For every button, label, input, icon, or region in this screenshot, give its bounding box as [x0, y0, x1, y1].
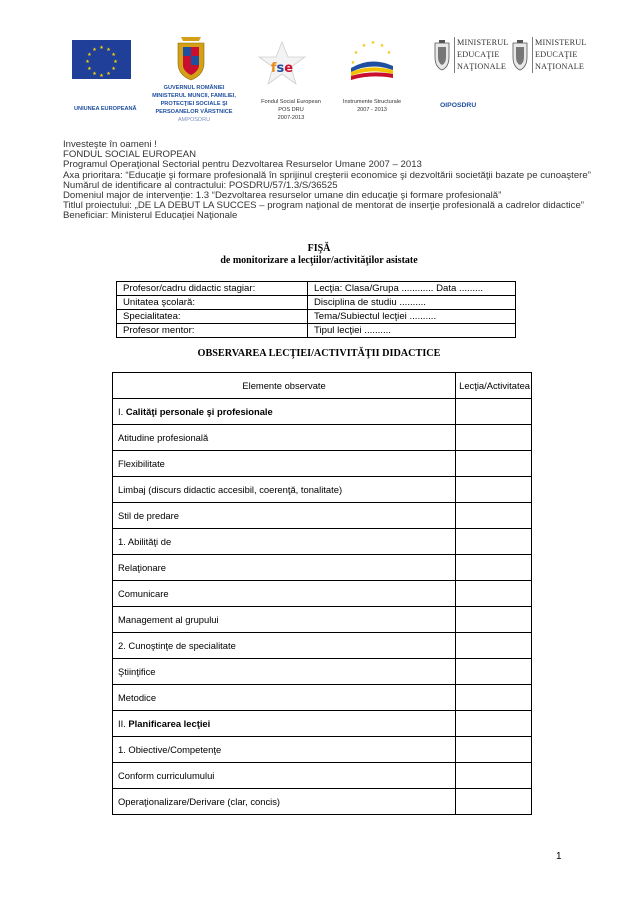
gov-caption-line: PERSOANELOR VÂRSTNICE [155, 109, 233, 115]
ministry-logo-line: EDUCAŢIE [457, 50, 500, 59]
row-label-text: Planificarea lecţiei [128, 718, 211, 729]
rating-cell[interactable] [456, 555, 532, 581]
row-label: 1. Abilităţi de [113, 529, 456, 555]
project-line: Titlul proiectului: „DE LA DEBUT LA SUCCES – program naţional de mentorat de inserţie profesională a cadrelor didactice” [63, 200, 584, 212]
info-cell: Tema/Subiectul lecţiei .......... [308, 310, 516, 324]
fse-caption [246, 98, 336, 122]
ministry-logo-line: MINISTERUL [535, 38, 587, 47]
rating-cell[interactable] [456, 529, 532, 555]
table-row [117, 310, 516, 324]
svg-text:★: ★ [353, 50, 359, 56]
svg-text:★: ★ [111, 52, 116, 58]
fse-star-icon [256, 40, 308, 88]
svg-text:★: ★ [361, 43, 367, 49]
rating-cell[interactable] [456, 659, 532, 685]
rating-cell[interactable] [456, 607, 532, 633]
svg-text:★: ★ [87, 66, 92, 72]
is-caption [333, 98, 411, 114]
table-row [113, 503, 532, 529]
ministry-logo-line: EDUCAŢIE [535, 50, 578, 59]
fse-caption-line: POS DRU [278, 107, 304, 113]
project-line: Beneficiar: Ministerul Educaţiei Naţionale [63, 210, 238, 222]
rating-cell[interactable] [456, 711, 532, 737]
svg-text:★: ★ [99, 73, 104, 79]
row-label [113, 711, 456, 737]
table-row [113, 789, 532, 815]
is-caption-line: Instrumente Structurale [342, 99, 402, 105]
rating-cell[interactable] [456, 399, 532, 425]
gov-caption-sub: AMPOSDRU [177, 117, 211, 123]
table-row [113, 581, 532, 607]
ministry-logo [432, 37, 510, 73]
row-label: Comunicare [113, 581, 456, 607]
instrumente-structurale-icon [343, 38, 399, 86]
gov-caption-line: MINISTERUL MUNCII, FAMILIEI, [152, 93, 236, 99]
svg-text:★: ★ [379, 43, 385, 49]
row-label: Metodice [113, 685, 456, 711]
eu-flag-icon [72, 40, 131, 79]
row-label: Stil de predare [113, 503, 456, 529]
rating-cell[interactable] [456, 451, 532, 477]
svg-text:★: ★ [370, 40, 376, 46]
info-cell: Profesor mentor: [117, 324, 308, 338]
observation-table [112, 372, 532, 815]
ministry-crest-icon [510, 39, 530, 71]
project-line: Axa prioritara: “Educaţie şi formare profesională în sprijinul creşterii economice şi dezvoltării societăţii bazate pe cunoaştere” [63, 169, 591, 181]
svg-text:★: ★ [87, 52, 92, 58]
svg-text:★: ★ [111, 66, 116, 72]
info-table [116, 281, 516, 338]
table-row [113, 451, 532, 477]
table-row [113, 685, 532, 711]
table-row [113, 633, 532, 659]
ministry-logo-line: NAŢIONALE [535, 62, 585, 71]
fse-caption-line: Fondul Social European [261, 99, 321, 105]
svg-text:★: ★ [106, 71, 111, 78]
rating-cell[interactable] [456, 633, 532, 659]
row-label: 2. Cunoştinţe de specialitate [113, 633, 456, 659]
row-label [113, 399, 456, 425]
svg-text:★: ★ [106, 46, 111, 53]
row-label: Ştiinţifice [113, 659, 456, 685]
ministry-logo-line: MINISTERUL [457, 38, 509, 47]
table-row [113, 399, 532, 425]
row-label: Operaţionalizare/Derivare (clar, concis) [113, 789, 456, 815]
table-row [113, 529, 532, 555]
document-title: FIŞĂ [307, 243, 331, 254]
svg-text:★: ★ [99, 45, 104, 51]
project-line: FONDUL SOCIAL EUROPEAN [63, 149, 197, 161]
ministry-crest-icon [432, 39, 452, 71]
is-caption-line: 2007 - 2013 [357, 107, 387, 113]
table-row [117, 324, 516, 338]
svg-text:★: ★ [92, 46, 97, 53]
rating-cell[interactable] [456, 477, 532, 503]
fse-caption-line: 2007-2013 [277, 115, 305, 121]
project-line: Investeşte în oameni ! [63, 139, 157, 150]
svg-text:★: ★ [386, 50, 392, 56]
table-row [117, 282, 516, 296]
row-prefix: II. [118, 718, 129, 729]
row-label-text: Calităţi personale şi profesionale [125, 406, 273, 417]
rating-cell[interactable] [456, 685, 532, 711]
row-label: Limbaj (discurs didactic accesibil, coerenţă, tonalitate) [113, 477, 456, 503]
column-header: Elemente observate [113, 373, 456, 399]
svg-text:fse: fse [270, 61, 294, 76]
svg-text:★: ★ [92, 71, 97, 78]
table-row [113, 763, 532, 789]
row-label: Flexibilitate [113, 451, 456, 477]
oiposdru-caption: OIPOSDRU [440, 102, 477, 109]
rating-cell[interactable] [456, 763, 532, 789]
svg-text:★: ★ [85, 59, 90, 65]
table-row [113, 659, 532, 685]
rating-cell[interactable] [456, 425, 532, 451]
column-header: Lecţia/Activitatea [456, 373, 532, 399]
project-info [63, 140, 591, 222]
page-number: 1 [556, 851, 562, 862]
romania-coat-of-arms-icon [175, 35, 207, 81]
ministry-logo-line: NAŢIONALE [457, 62, 507, 71]
gov-caption-line: GUVERNUL ROMÂNIEI [163, 85, 225, 91]
row-label: Management al grupului [113, 607, 456, 633]
svg-text:★: ★ [113, 59, 118, 65]
svg-text:★: ★ [350, 60, 356, 66]
table-row [113, 607, 532, 633]
info-cell: Profesor/cadru didactic stagiar: [117, 282, 308, 296]
info-cell: Specialitatea: [117, 310, 308, 324]
project-line: Numărul de identificare al contractului: POSDRU/57/1.3/S/36525 [63, 179, 338, 191]
info-cell: Tipul lecţiei .......... [308, 324, 516, 338]
row-prefix: I. [118, 406, 126, 417]
observation-title: OBSERVAREA LECŢIEI/ACTIVITĂŢII DIDACTICE [197, 348, 441, 359]
project-line: Programul Operaţional Sectorial pentru Dezvoltarea Resurselor Umane 2007 – 2013 [63, 159, 422, 171]
table-row [113, 711, 532, 737]
table-row [113, 555, 532, 581]
gov-caption-line: PROTECŢIEI SOCIALE ŞI [160, 101, 228, 107]
info-cell: Lecţia: Clasa/Grupa ............ Data ......... [308, 282, 516, 296]
table-row [113, 737, 532, 763]
project-line: Domeniul major de intervenţie: 1.3 “Dezvoltarea resurselor umane din educaţie şi formare profesională” [63, 190, 502, 202]
rating-cell[interactable] [456, 503, 532, 529]
government-caption [149, 84, 239, 124]
rating-cell[interactable] [456, 581, 532, 607]
eu-caption: UNIUNEA EUROPEANĂ [74, 106, 137, 112]
info-cell: Disciplina de studiu .......... [308, 296, 516, 310]
row-label: Relaţionare [113, 555, 456, 581]
document-subtitle: de monitorizare a lecţiilor/activităţilor asistate [220, 255, 418, 266]
rating-cell[interactable] [456, 737, 532, 763]
ministry-logo-2 [510, 37, 588, 73]
row-label: Atitudine profesională [113, 425, 456, 451]
row-label: 1. Obiective/Competenţe [113, 737, 456, 763]
table-row [113, 477, 532, 503]
table-header-row [113, 373, 532, 399]
row-label: Conform curriculumului [113, 763, 456, 789]
info-cell: Unitatea şcolară: [117, 296, 308, 310]
table-row [113, 425, 532, 451]
table-row [117, 296, 516, 310]
rating-cell[interactable] [456, 789, 532, 815]
